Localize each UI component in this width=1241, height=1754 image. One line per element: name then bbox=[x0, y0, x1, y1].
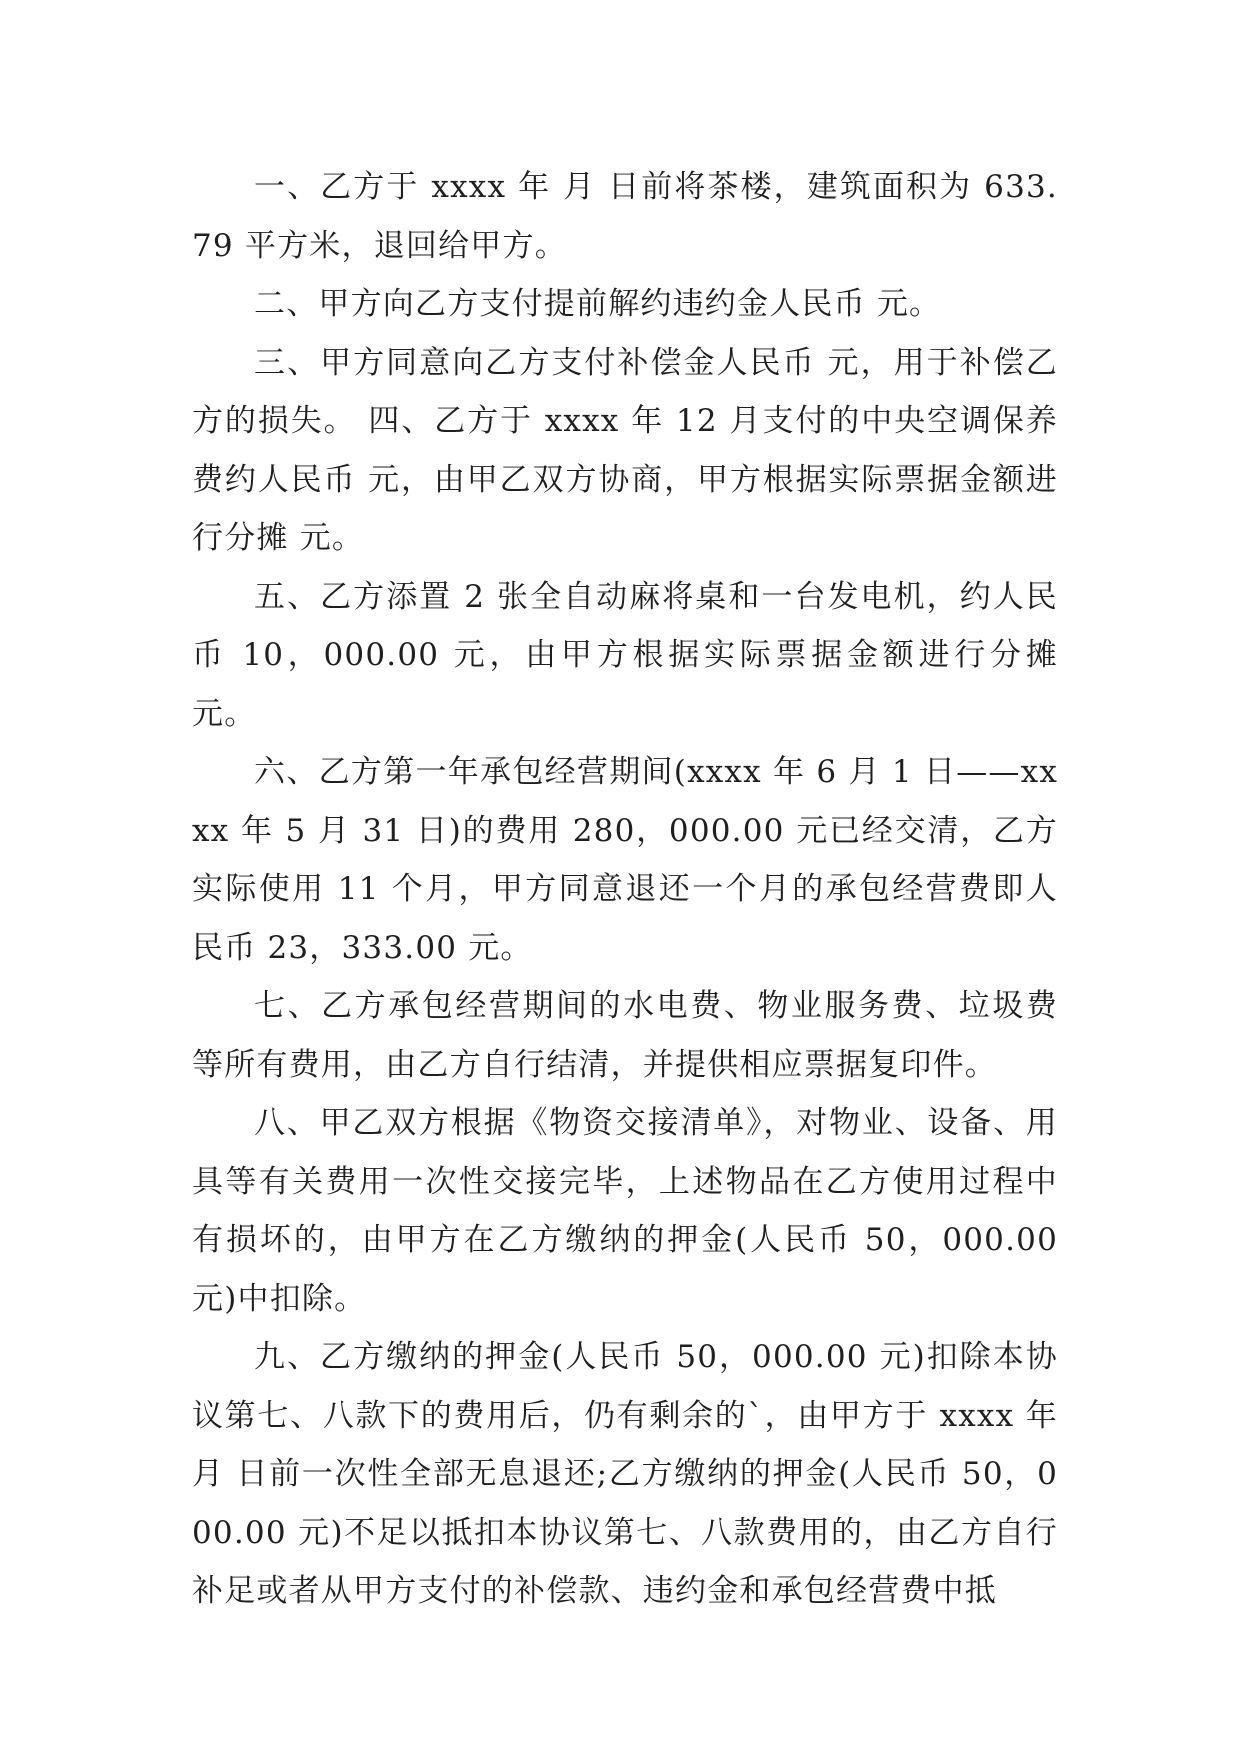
clause-5: 五、乙方添置 2 张全自动麻将桌和一台发电机，约人民币 10，000.00 元，由甲方根据实际票据金额进行分摊 元。 bbox=[192, 578, 1058, 732]
clause-9: 九、乙方缴纳的押金(人民币 50，000.00 元)扣除本协议第七、八款下的费用后，仍有剩余的`，由甲方于 xxxx 年 月 日前一次性全部无息退还;乙方缴纳的押金(人民币 50，000.00 元)不足以抵扣本协议第七、八款费用的，由乙方自行补足或者从甲方支付的补偿款、违约金和承包经营费中抵 bbox=[192, 1339, 1058, 1609]
clause-8: 八、甲乙双方根据《物资交接清单》，对物业、设备、用具等有关费用一次性交接完毕，上述物品在乙方使用过程中有损坏的，由甲方在乙方缴纳的押金(人民币 50，000.00 元)中扣除。 bbox=[192, 1105, 1058, 1317]
clause-1: 一、乙方于 xxxx 年 月 日前将茶楼，建筑面积为 633.79 平方米，退回给甲方。 bbox=[192, 169, 1058, 264]
clause-2: 二、甲方向乙方支付提前解约违约金人民币 元。 bbox=[254, 286, 942, 322]
clause-7: 七、乙方承包经营期间的水电费、物业服务费、垃圾费等所有费用，由乙方自行结清，并提供相应票据复印件。 bbox=[192, 988, 1058, 1083]
clause-6: 六、乙方第一年承包经营期间(xxxx 年 6 月 1 日——xxxx 年 5 月 31 日)的费用 280，000.00 元已经交清，乙方实际使用 11 个月，甲方同意退还一个月的承包经营费即人民币 23，333.00 元。 bbox=[192, 754, 1058, 966]
clause-3-4: 三、甲方同意向乙方支付补偿金人民币 元，用于补偿乙方的损失。 四、乙方于 xxxx 年 12 月支付的中央空调保养费约人民币 元，由甲乙双方协商，甲方根据实际票据金额进行分摊 元。 bbox=[192, 344, 1058, 556]
agreement-body bbox=[192, 158, 1058, 1621]
